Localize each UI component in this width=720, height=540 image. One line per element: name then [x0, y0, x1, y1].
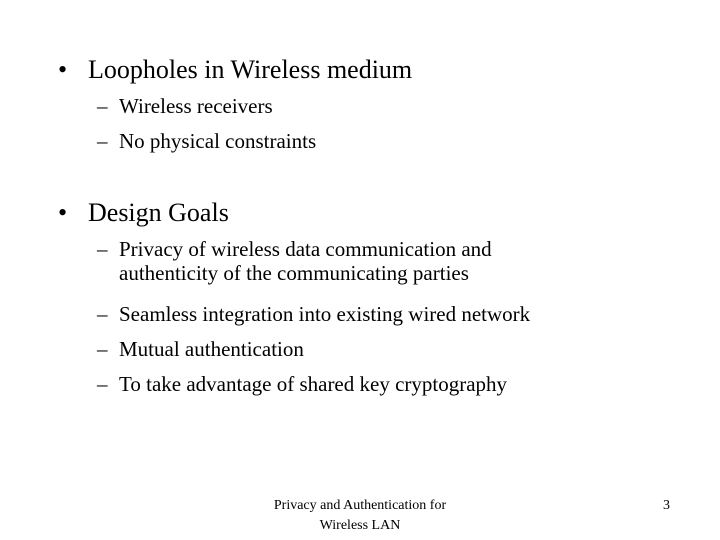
- dash-mark: –: [97, 337, 108, 361]
- sub-item-text-line2: authenticity of the communicating parties: [119, 261, 469, 285]
- footer-line1: Privacy and Authentication for: [273, 498, 447, 513]
- sub-item-text: Seamless integration into existing wired network: [119, 302, 531, 326]
- sub-item-text-line1: Privacy of wireless data communication and: [119, 237, 492, 261]
- bullet-mark: •: [58, 55, 68, 84]
- bullet-design-goals: [58, 198, 229, 228]
- sub-item-privacy: [97, 237, 492, 285]
- sub-item-text: No physical constraints: [119, 129, 317, 153]
- sub-item-mutual-authentication: [97, 337, 304, 361]
- slide-footer: [250, 496, 470, 536]
- footer-line2: Wireless LAN: [319, 518, 401, 533]
- sub-item-shared-key: [97, 372, 507, 396]
- sub-item-text: [119, 237, 492, 285]
- sub-item-text: Wireless receivers: [119, 94, 273, 118]
- bullet-mark: •: [58, 198, 68, 227]
- sub-item-wireless-receivers: [97, 94, 273, 118]
- dash-mark: –: [97, 94, 108, 118]
- dash-mark: –: [97, 302, 108, 326]
- sub-item-no-physical-constraints: [97, 129, 316, 153]
- sub-item-seamless-integration: [97, 302, 530, 326]
- sub-item-text: To take advantage of shared key cryptography: [119, 372, 508, 396]
- bullet-heading: Loopholes in Wireless medium: [88, 55, 413, 84]
- bullet-loopholes: [58, 55, 412, 85]
- dash-mark: –: [97, 372, 108, 396]
- sub-item-text: Mutual authentication: [119, 337, 304, 361]
- page-number: 3: [663, 498, 670, 513]
- dash-mark: –: [97, 129, 108, 153]
- bullet-heading: Design Goals: [88, 198, 229, 227]
- dash-mark: –: [97, 237, 108, 261]
